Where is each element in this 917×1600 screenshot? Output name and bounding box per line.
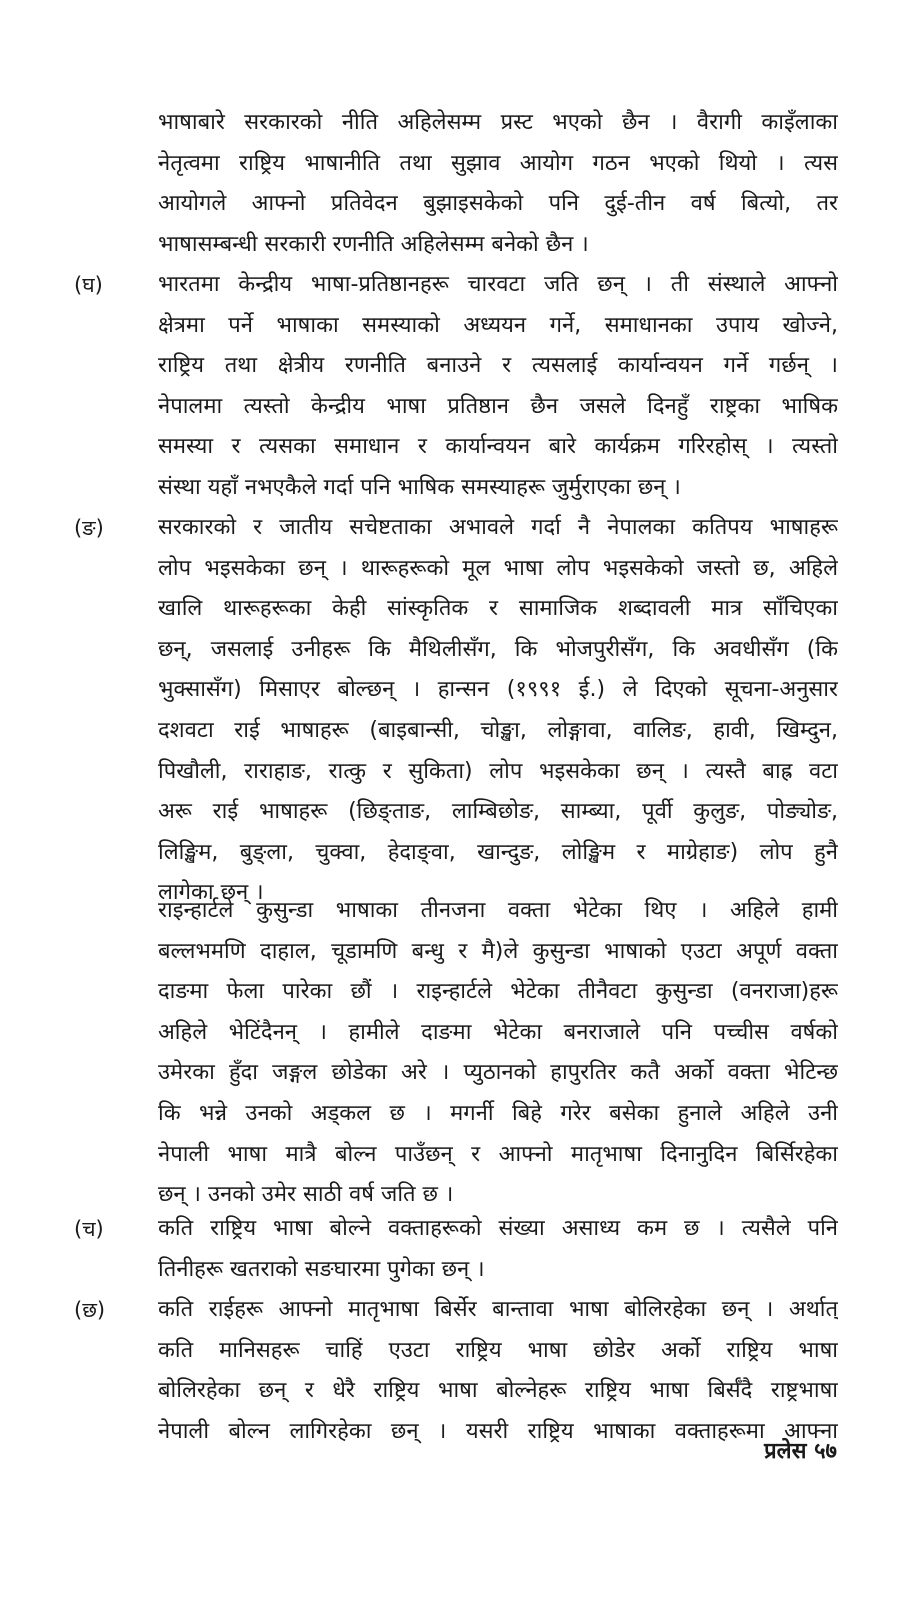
text-line: कति मानिसहरू चाहिं एउटा राष्ट्रिय भाषा छोडेर अर्को राष्ट्रिय भाषा	[158, 1337, 838, 1363]
text-line: दशवटा राई भाषाहरू (बाइबान्सी, चोङ्खा, लोङ्गावा, वालिङ, हावी, खिम्दुन,	[158, 717, 838, 743]
text-line: नेपालमा त्यस्तो केन्द्रीय भाषा प्रतिष्ठान छैन जसले दिनहुँ राष्ट्रका भाषिक	[158, 393, 838, 419]
text-line: संस्था यहाँ नभएकैले गर्दा पनि भाषिक समस्याहरू जुर्मुराएका छन् ।	[158, 474, 681, 500]
text-line: समस्या र त्यसका समाधान र कार्यान्वयन बारे कार्यक्रम गरिरहोस् । त्यस्तो	[158, 434, 838, 460]
text-line: लोप भइसकेका छन् । थारूहरूको मूल भाषा लोप भइसकेको जस्तो छ, अहिले	[158, 555, 838, 581]
page-number: प्रलेस ५७	[764, 1439, 837, 1464]
list-marker-cha: (च)	[74, 1217, 104, 1241]
text-line: कति राईहरू आफ्नो मातृभाषा बिर्सेर बान्तावा भाषा बोलिरहेका छन् । अर्थात्	[158, 1297, 838, 1322]
text-line: नेतृत्वमा राष्ट्रिय भाषानीति तथा सुझाव आयोग गठन भएको थियो । त्यस	[158, 150, 838, 176]
paragraph-chha	[158, 1290, 838, 1452]
text-line: भुक्सासँग) मिसाएर बोल्छन् । हान्सन (१९९१ ई.) ले दिएको सूचना-अनुसार	[158, 677, 838, 703]
text-line: बल्लभमणि दाहाल, चूडामणि बन्धु र मै)ले कुसुन्डा भाषाको एउटा अपूर्ण वक्ता	[158, 938, 838, 964]
text-line: कि भन्ने उनको अड्कल छ । मगर्नी बिहे गरेर बसेका हुनाले अहिले उनी	[158, 1100, 838, 1126]
list-marker-gha: (घ)	[74, 273, 103, 297]
text-line: छन् । उनको उमेर साठी वर्ष जति छ ।	[158, 1182, 454, 1208]
text-line: खालि थारूहरूका केही सांस्कृतिक र सामाजिक शब्दावली मात्र साँचिएका	[158, 596, 838, 622]
text-line: नेपाली भाषा मात्रै बोल्न पाउँछन् र आफ्नो मातृभाषा दिनानुदिन बिर्सिरहेका	[158, 1141, 838, 1167]
text-line: भाषाबारे सरकारको नीति अहिलेसम्म प्रस्ट भएको छैन । वैरागी काइँलाका	[158, 110, 838, 135]
text-line: अरू राई भाषाहरू (छिङ्ताङ, लाम्बिछोङ, साम्ब्या, पूर्वी कुलुङ, पोङ्योङ,	[158, 799, 838, 825]
text-line: अहिले भेटिंदैनन् । हामीले दाङमा भेटेका बनराजाले पनि पच्चीस वर्षको	[158, 1019, 838, 1045]
text-line: लिङ्खिम, बुङ्ला, चुक्वा, हेदाङ्वा, खान्दुङ, लोङ्खिम र माग्रेहाङ) लोप हुनै	[158, 839, 838, 865]
paragraph-cha	[158, 1209, 838, 1290]
text-line: लागेका छन् ।	[158, 880, 264, 906]
paragraph-continuation	[158, 103, 838, 265]
paragraph-nga	[158, 508, 838, 914]
text-line: भारतमा केन्द्रीय भाषा-प्रतिष्ठानहरू चारवटा जति छन् । ती संस्थाले आफ्नो	[158, 272, 838, 297]
text-line: आयोगले आफ्नो प्रतिवेदन बुझाइसकेको पनि दुई-तीन वर्ष बित्यो, तर	[158, 191, 838, 217]
paragraph-gha	[158, 265, 838, 509]
paragraph-kusunda	[158, 891, 838, 1216]
text-line: नेपाली बोल्न लागिरहेका छन् । यसरी राष्ट्रिय भाषाका वक्ताहरूमा आफ्ना	[158, 1418, 838, 1444]
text-line: उमेरका हुँदा जङ्गल छोडेका अरे । प्युठानको हापुरतिर कतै अर्को वक्ता भेटिन्छ	[158, 1060, 838, 1086]
text-line: पिखौली, राराहाङ, रात्कु र सुकिता) लोप भइसकेका छन् । त्यस्तै बाह्र वटा	[158, 758, 838, 784]
text-line: क्षेत्रमा पर्ने भाषाका समस्याको अध्ययन गर्ने, समाधानका उपाय खोज्ने,	[158, 312, 838, 338]
text-line: छन्, जसलाई उनीहरू कि मैथिलीसँग, कि भोजपुरीसँग, कि अवधीसँग (कि	[158, 636, 838, 662]
list-marker-nga: (ङ)	[74, 516, 104, 540]
text-line: सरकारको र जातीय सचेष्टताका अभावले गर्दा नै नेपालका कतिपय भाषाहरू	[158, 515, 838, 540]
text-line: कति राष्ट्रिय भाषा बोल्ने वक्ताहरूको संख्या असाध्य कम छ । त्यसैले पनि	[158, 1216, 838, 1241]
text-line: राष्ट्रिय तथा क्षेत्रीय रणनीति बनाउने र त्यसलाई कार्यान्वयन गर्ने गर्छन् ।	[158, 353, 838, 379]
text-line: तिनीहरू खतराको सङघारमा पुगेका छन् ।	[158, 1256, 485, 1282]
text-line: राइन्हार्टले कुसुन्डा भाषाका तीनजना वक्ता भेटेका थिए । अहिले हामी	[158, 898, 838, 923]
text-line: दाङमा फेला पारेका छौं । राइन्हार्टले भेटेका तीनैवटा कुसुन्डा (वनराजा)हरू	[158, 979, 838, 1005]
text-line: भाषासम्बन्धी सरकारी रणनीति अहिलेसम्म बनेको छैन ।	[158, 231, 589, 257]
text-line: बोलिरहेका छन् र धेरै राष्ट्रिय भाषा बोल्नेहरू राष्ट्रिय भाषा बिर्सँदै राष्ट्रभाषा	[158, 1378, 838, 1404]
list-marker-chha: (छ)	[74, 1298, 106, 1322]
